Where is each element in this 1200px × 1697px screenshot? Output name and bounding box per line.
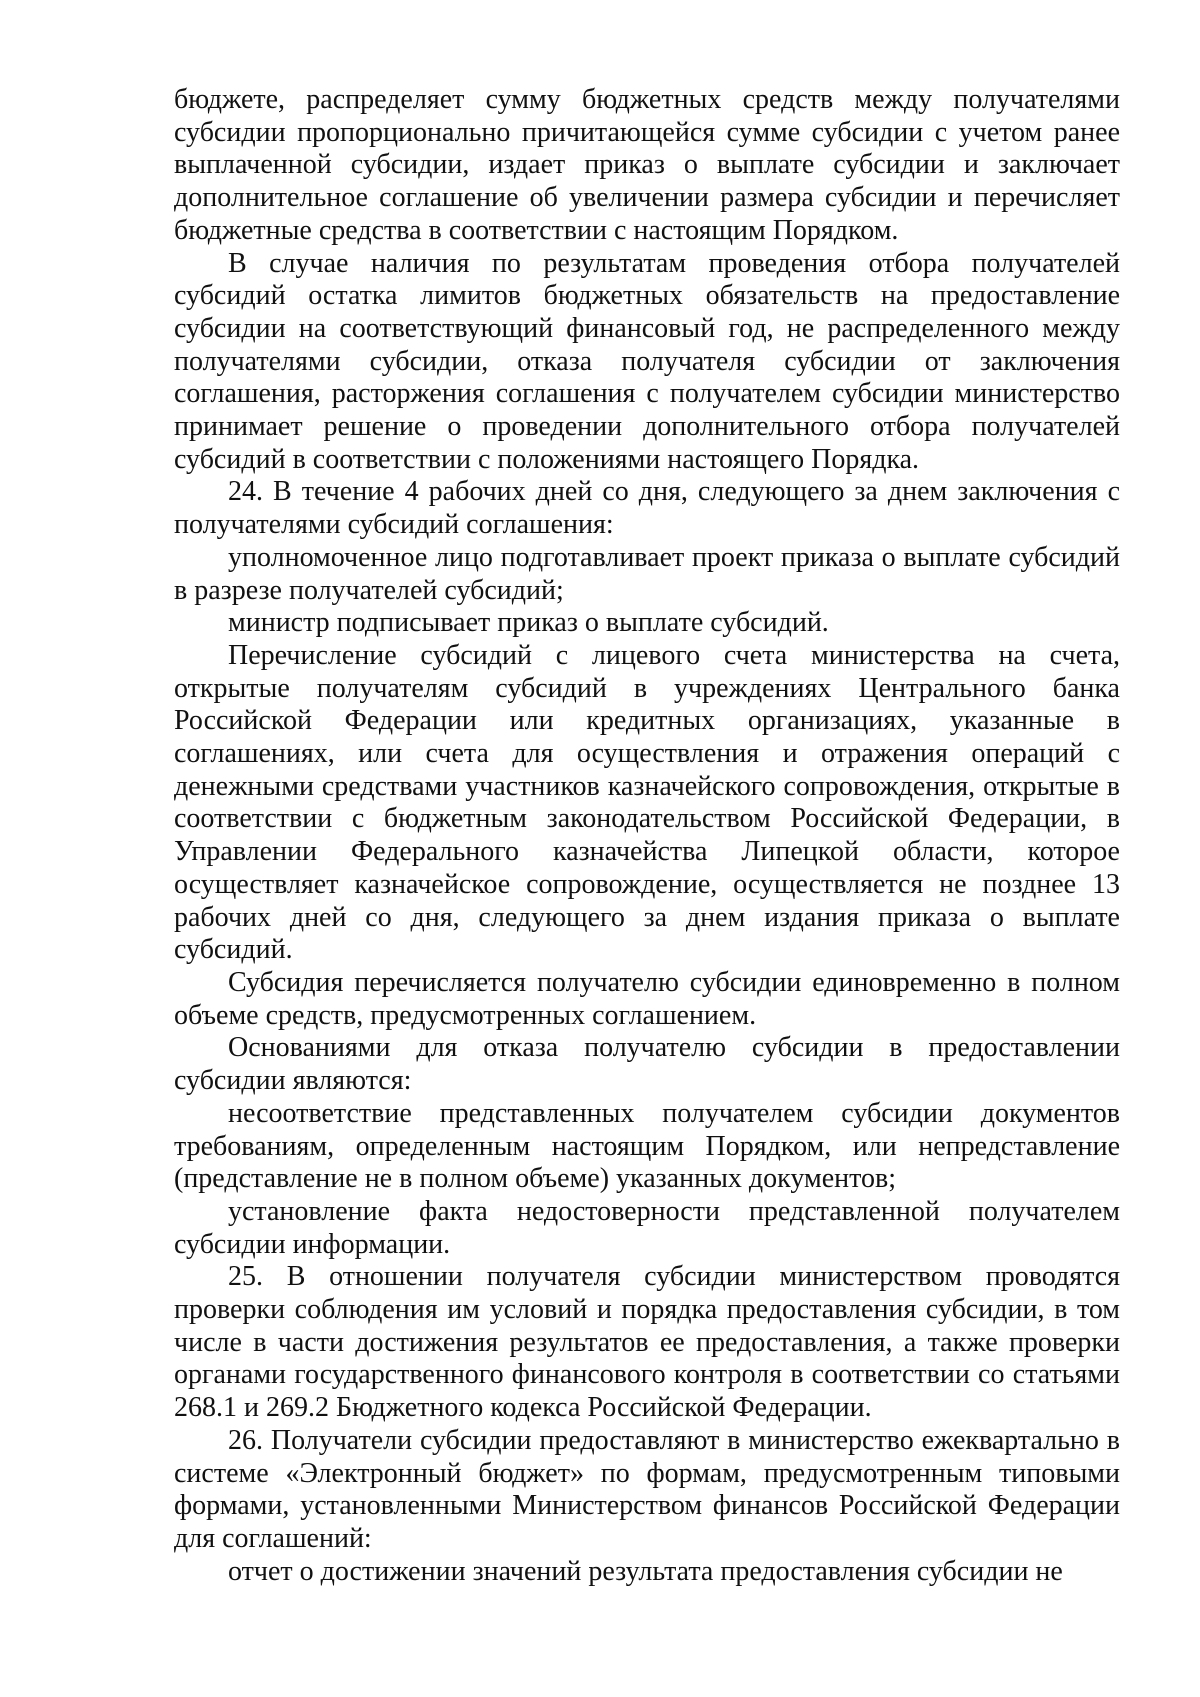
paragraph-transfer-of-subsidies: Перечисление субсидий с лицевого счета министерства на счета, открытые получателям субсидий в учреждениях Центрального банка Российской Федерации или кредитных организациях, указанные в соглашениях, или счета для осуществления и отражения операций с денежными средствами участников казначейского сопровождения, открытые в соответствии с бюджетным законодательством Российской Федерации, в Управлении Федерального казначейства Липецкой области, которое осуществляет казначейское сопровождение, осуществляется не позднее 13 рабочих дней со дня, следующего за днем издания приказа о выплате субсидий. bbox=[174, 639, 1120, 966]
paragraph-refusal-ground-2: установление факта недостоверности представленной получателем субсидии информации. bbox=[174, 1195, 1120, 1260]
paragraph-lump-sum: Субсидия перечисляется получателю субсидии единовременно в полном объеме средств, предусмотренных соглашением. bbox=[174, 966, 1120, 1031]
paragraph-refusal-ground-1: несоответствие представленных получателем субсидии документов требованиям, определенным настоящим Порядком, или непредставление (представление не в полном объеме) указанных документов; bbox=[174, 1097, 1120, 1195]
paragraph-item-24-minister: министр подписывает приказ о выплате субсидий. bbox=[228, 607, 829, 639]
paragraph-continuation: бюджете, распределяет сумму бюджетных средств между получателями субсидии пропорционально причитающейся сумме субсидии с учетом ранее выплаченной субсидии, издает приказ о выплате субсидии и заключает дополнительное соглашение об увеличении размера субсидии и перечисляет бюджетные средства в соответствии с настоящим Порядком. bbox=[174, 84, 1120, 246]
paragraph-item-24: 24. В течение 4 рабочих дней со дня, следующего за днем заключения с получателями субсидий соглашения: bbox=[174, 476, 1120, 541]
paragraph-additional-selection: В случае наличия по результатам проведения отбора получателей субсидий остатка лимитов бюджетных обязательств на предоставление субсидии на соответствующий финансовый год, не распределенного между получателями субсидии, отказа получателя субсидии от заключения соглашения, расторжения соглашения с получателем субсидии министерство принимает решение о проведении дополнительного отбора получателей субсидий в соответствии с положениями настоящего Порядка. bbox=[174, 247, 1120, 475]
document-body bbox=[174, 84, 1120, 1588]
paragraph-item-26: 26. Получатели субсидии предоставляют в министерство ежеквартально в системе «Электронный бюджет» по формам, предусмотренным типовыми формами, установленными Министерством финансов Российской Федерации для соглашений: bbox=[174, 1424, 1120, 1554]
paragraph-item-25: 25. В отношении получателя субсидии министерством проводятся проверки соблюдения им условий и порядка предоставления субсидии, в том числе в части достижения результатов ее предоставления, а также проверки органами государственного финансового контроля в соответствии со статьями 268.1 и 269.2 Бюджетного кодекса Российской Федерации. bbox=[174, 1261, 1120, 1424]
paragraph-item-26-report: отчет о достижении значений результата предоставления субсидии не bbox=[228, 1555, 1063, 1587]
paragraph-refusal-grounds: Основаниями для отказа получателю субсидии в предоставлении субсидии являются: bbox=[174, 1032, 1120, 1097]
paragraph-item-24-authorized-person: уполномоченное лицо подготавливает проект приказа о выплате субсидий в разрезе получателей субсидий; bbox=[174, 541, 1120, 606]
